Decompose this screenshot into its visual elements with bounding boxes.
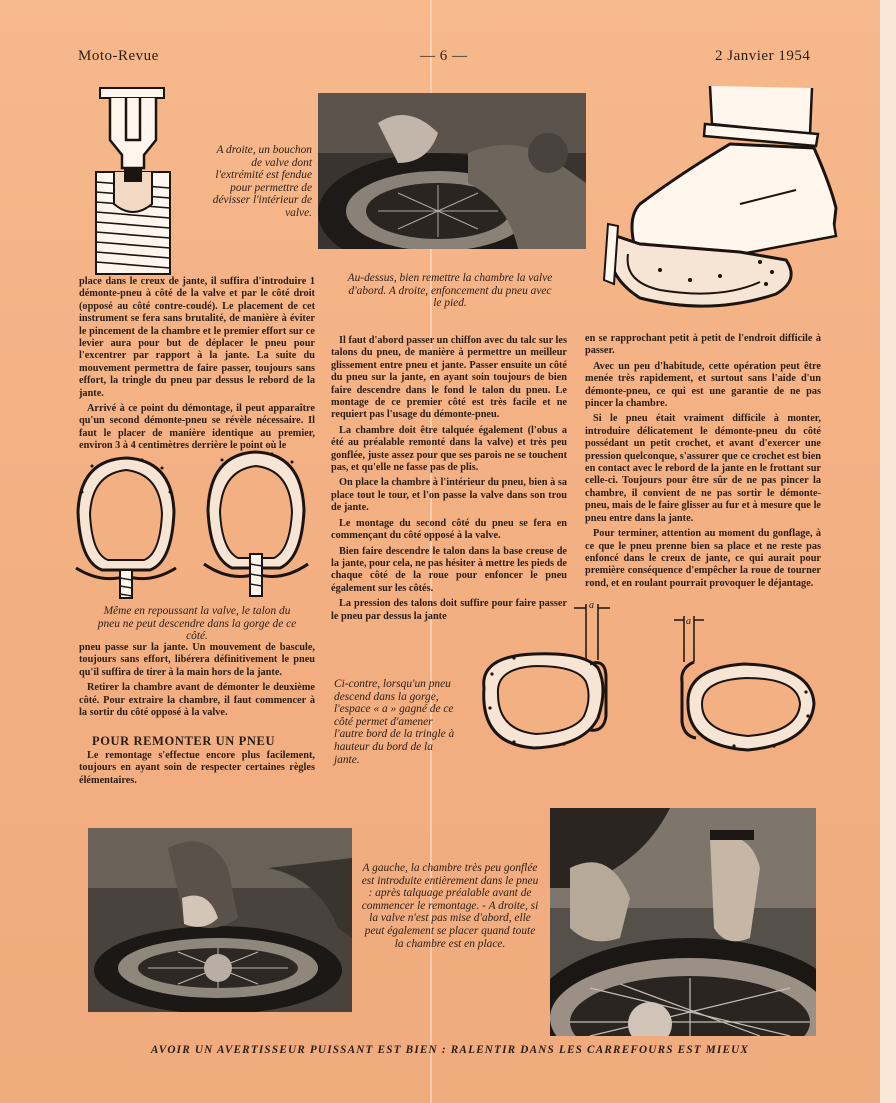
paragraph: Bien faire descendre le talon dans la base creuse de la jante, pour cela, ne pas hésiter à mettre les pieds de chaque côté de la roue pour enfoncer le pneu également sur les côtés. bbox=[331, 545, 567, 594]
paragraph: Le montage du second côté du pneu se fera en commençant du côté opposé à la valve. bbox=[331, 517, 567, 542]
tire-section-right bbox=[200, 446, 312, 600]
paragraph: La pression des talons doit suffire pour faire passer le pneu par dessus la jante bbox=[331, 598, 567, 622]
caption-top-photo: Au-dessus, bien remettre la chambre la valve d'abord. A droite, enfoncement du pneu avec le pied. bbox=[347, 272, 553, 310]
label-a-right: a bbox=[686, 616, 691, 627]
caption-tire-sections: Même en repoussant la valve, le talon du pneu ne peut descendre dans la gorge de ce côté. bbox=[97, 605, 297, 643]
issue-date: 2 Janvier 1954 bbox=[715, 48, 811, 64]
paragraph: Avec un peu d'habitude, cette opération peut être menée très rapidement, et surtout sans l'aide d'un démonte-pneu, ce qui est une garantie de ne pas pincer la chambre. bbox=[585, 360, 821, 410]
column-1-section bbox=[79, 750, 315, 790]
page-number: — 6 — bbox=[420, 48, 468, 64]
paragraph: en se rapprochant petit à petit de l'endroit difficile à passer. bbox=[585, 333, 821, 357]
photo-tire-valve bbox=[318, 93, 586, 249]
journal-title: Moto-Revue bbox=[78, 48, 159, 64]
valve-cap-drawing bbox=[92, 80, 174, 278]
paragraph: La chambre doit être talquée également (l'obus a été au préalable remonté dans la valve) et très peu gonflée, juste assez pour que ses parois ne se touchent pas, et qu'elle ne fasse pas de plis. bbox=[331, 424, 567, 474]
caption-bottom-photos: A gauche, la chambre très peu gonflée est introduite entièrement dans le pneu : après talquage préalable avant de commencer le remontage. - A droite, si la valve n'est pas mise d'abord, elle peut également se placer quand toute la chambre est en place. bbox=[361, 862, 539, 950]
page-edge bbox=[880, 0, 896, 1103]
column-2 bbox=[331, 335, 567, 626]
tire-drawing-a-left bbox=[474, 598, 614, 758]
caption-valve-cap: A droite, un bouchon de valve dont l'extrémité est fendue pour permettre de dévisser l'intérieur de valve. bbox=[212, 144, 312, 219]
paragraph: Le remontage s'effectue encore plus facilement, toujours en ayant soin de respecter certaines règles élémentaires. bbox=[79, 750, 315, 786]
tire-section-left bbox=[72, 452, 180, 602]
paragraph: Si le pneu était vraiment difficile à monter, introduire délicatement le démonte-pneu du côté possédant un petit crochet, et avant d'exercer une pression quelconque, s'assurer que ce crochet est bien en contact avec le rebord de la jante en le frottant sur celle-ci. Toujours pour être sûr de ne pas pincer la chambre, il convient de ne pas sortir le démonte-pneu, mais de le faire glisser au fur et à mesure que le pneu entre dans la jante. bbox=[585, 413, 821, 524]
caption-ci-contre: Ci-contre, lorsqu'un pneu descend dans la gorge, l'espace « a » gagné de ce côté permet d'amener l'autre bord de la tringle à hauteur du bord de la jante. bbox=[334, 678, 455, 766]
column-1-bottom bbox=[79, 642, 315, 722]
paragraph: On place la chambre à l'intérieur du pneu, bien à sa place tout le tour, et l'on passe la valve dans son trou de jante. bbox=[331, 477, 567, 514]
tire-drawing-a-right bbox=[674, 612, 818, 760]
column-1-top bbox=[79, 276, 315, 456]
foot-tire-drawing bbox=[600, 84, 848, 316]
section-heading: POUR REMONTER UN PNEU bbox=[92, 734, 276, 748]
paragraph: Arrivé à ce point du démontage, il peut apparaître qu'un second démonte-pneu se révèle nécessaire. Il faut le placer de manière identique au premier, environ 3 à 4 centimètres derrière le point où le bbox=[79, 403, 315, 452]
footer-slogan: AVOIR UN AVERTISSEUR PUISSANT EST BIEN : RALENTIR DANS LES CARREFOURS EST MIEUX bbox=[150, 1044, 750, 1056]
paragraph: Il faut d'abord passer un chiffon avec du talc sur les talons du pneu, de manière à permettre un meilleur glissement entre pneu et jante. Passer ensuite un côté du pneu sur la jante, en ayant soin toujours de bien faire descendre dans le fond le talon du pneu. Le montage de ce premier côté est très facile et ne requiert pas l'usage du démonte-pneu. bbox=[331, 335, 567, 421]
photo-tube-inserted bbox=[88, 828, 352, 1012]
column-3 bbox=[585, 333, 821, 593]
paragraph: Retirer la chambre avant de démonter le deuxième côté. Pour extraire la chambre, il faut commencer à la sortir du côté opposé à la valve. bbox=[79, 682, 315, 719]
paragraph: pneu passe sur la jante. Un mouvement de bascule, toujours sans effort, libérera définitivement le pneu qu'il suffira de tirer à la main hors de la jante. bbox=[79, 642, 315, 678]
paragraph: Pour terminer, attention au moment du gonflage, à ce que le pneu prenne bien sa place et ne reste pas enfoncé dans le creux de jante, ce qui aurait pour première conséquence d'empêcher la roue de tourner rond, et en roulant pourrait provoquer le déjantage. bbox=[585, 528, 821, 589]
label-a-left: a bbox=[589, 600, 594, 611]
paragraph: place dans le creux de jante, il suffira d'introduire 1 démonte-pneu à côté de la valve et par le côté droit (opposé au côté contre-coudé). Le placement de cet instrument se fera sans brutalité, de manière à éviter le pincement de la chambre et le premier effort sur ce levier aura pour but de déplacer le pneu pour l'excentrer par rapport à la jante. La suite du mouvement permettra de faire passer, toujours sans effort, la tringle du pneu par dessus le rebord de la jante. bbox=[79, 276, 315, 399]
photo-valve-placement bbox=[550, 808, 816, 1036]
